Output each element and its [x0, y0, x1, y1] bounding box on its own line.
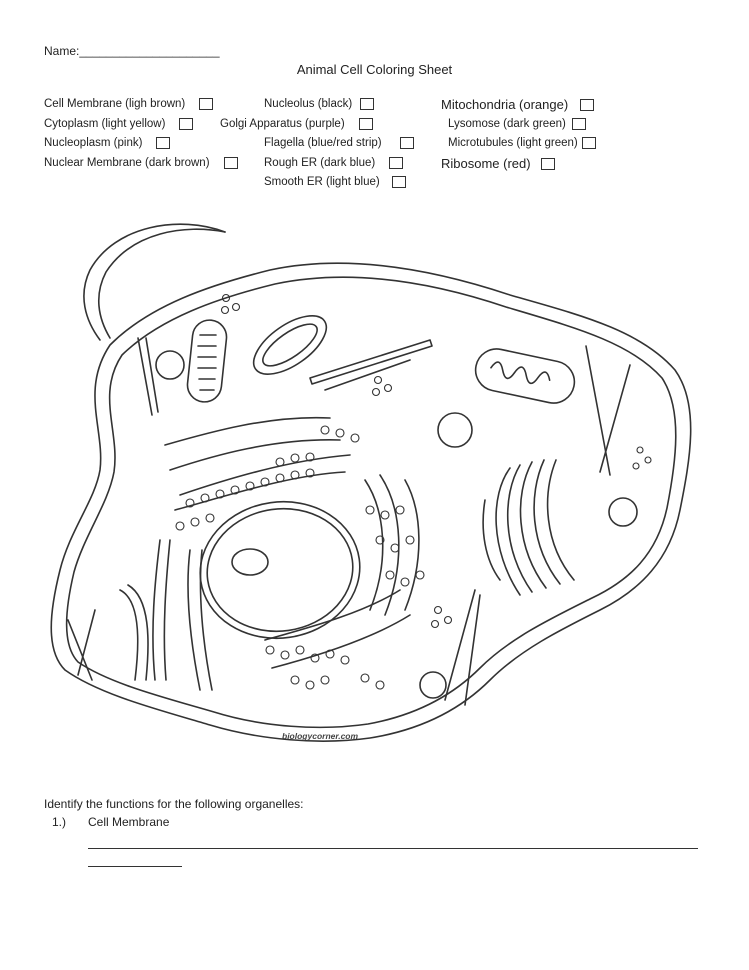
flagella-checkbox[interactable] — [400, 137, 414, 149]
legend-label: Nucleoplasm (pink) — [44, 137, 143, 149]
ribosomes — [176, 426, 424, 689]
flagellum-outline — [84, 224, 225, 340]
answer-line[interactable] — [88, 866, 182, 867]
question-item — [52, 815, 169, 829]
questions-intro: Identify the functions for the following organelles: — [44, 797, 304, 811]
answer-line[interactable] — [88, 848, 698, 849]
legend-golgi — [220, 118, 373, 130]
mitochondrion-1 — [186, 318, 228, 403]
nucleolus-checkbox[interactable] — [360, 98, 374, 110]
mitochondria-checkbox[interactable] — [580, 99, 594, 111]
legend-label: Mitochondria (orange) — [441, 97, 569, 112]
legend-microtubules — [448, 137, 596, 149]
legend-ribosome — [441, 156, 555, 171]
ribosome-checkbox[interactable] — [541, 158, 555, 170]
animal-cell-diagram — [40, 210, 700, 750]
granule-cluster — [222, 295, 652, 628]
legend-label: Golgi Apparatus (purple) — [220, 118, 345, 130]
legend-nucleolus — [264, 98, 374, 110]
legend-label: Smooth ER (light blue) — [264, 176, 380, 188]
vesicle — [438, 413, 472, 447]
legend-label: Nucleolus (black) — [264, 98, 353, 110]
cell-membrane-inner — [67, 277, 676, 727]
legend-lysosome — [448, 118, 586, 130]
question-number: 1.) — [52, 815, 67, 829]
rough-er — [165, 418, 350, 510]
legend-label: Cell Membrane (ligh brown) — [44, 98, 186, 110]
smooth-er — [120, 540, 212, 690]
flagellum-outline-inner — [99, 229, 225, 338]
diagram-credit: biologycorner.com — [282, 731, 359, 741]
nuclear-membrane-checkbox[interactable] — [224, 157, 238, 169]
legend-label: Nuclear Membrane (dark brown) — [44, 157, 210, 169]
nucleoplasm-checkbox[interactable] — [156, 137, 170, 149]
legend-cell-membrane — [44, 98, 213, 110]
legend-label: Lysomose (dark green) — [448, 118, 566, 130]
legend-label: Flagella (blue/red strip) — [264, 137, 382, 149]
mitochondrion-3 — [472, 345, 579, 407]
cell-membrane-checkbox[interactable] — [199, 98, 213, 110]
legend-label: Microtubules (light green) — [448, 137, 578, 149]
legend-cytoplasm — [44, 118, 193, 130]
microtubules-checkbox[interactable] — [582, 137, 596, 149]
vesicle — [609, 498, 637, 526]
rough-er-near-nucleus — [265, 475, 419, 668]
name-field-label: Name:_____________________ — [44, 44, 220, 58]
legend-label: Ribosome (red) — [441, 156, 531, 171]
smooth-er-checkbox[interactable] — [392, 176, 406, 188]
legend-label: Rough ER (dark blue) — [264, 157, 376, 169]
vesicle — [156, 351, 184, 379]
vesicle — [420, 672, 446, 698]
legend-nuclear-membrane — [44, 157, 238, 169]
question-label: Cell Membrane — [88, 815, 170, 829]
golgi-checkbox[interactable] — [359, 118, 373, 130]
legend-flagella — [264, 137, 414, 149]
nuclear-membrane-outer — [191, 492, 368, 649]
microtubules — [68, 338, 630, 705]
cytoplasm-checkbox[interactable] — [179, 118, 193, 130]
legend-nucleoplasm — [44, 137, 170, 149]
page-title: Animal Cell Coloring Sheet — [296, 62, 453, 77]
legend-smooth-er — [264, 176, 406, 188]
legend-label: Cytoplasm (light yellow) — [44, 118, 166, 130]
legend-rough-er — [264, 157, 403, 169]
lysosome-checkbox[interactable] — [572, 118, 586, 130]
golgi-apparatus — [483, 460, 574, 595]
rough-er-checkbox[interactable] — [389, 157, 403, 169]
legend-mitochondria — [441, 97, 594, 112]
nucleolus — [232, 549, 268, 575]
